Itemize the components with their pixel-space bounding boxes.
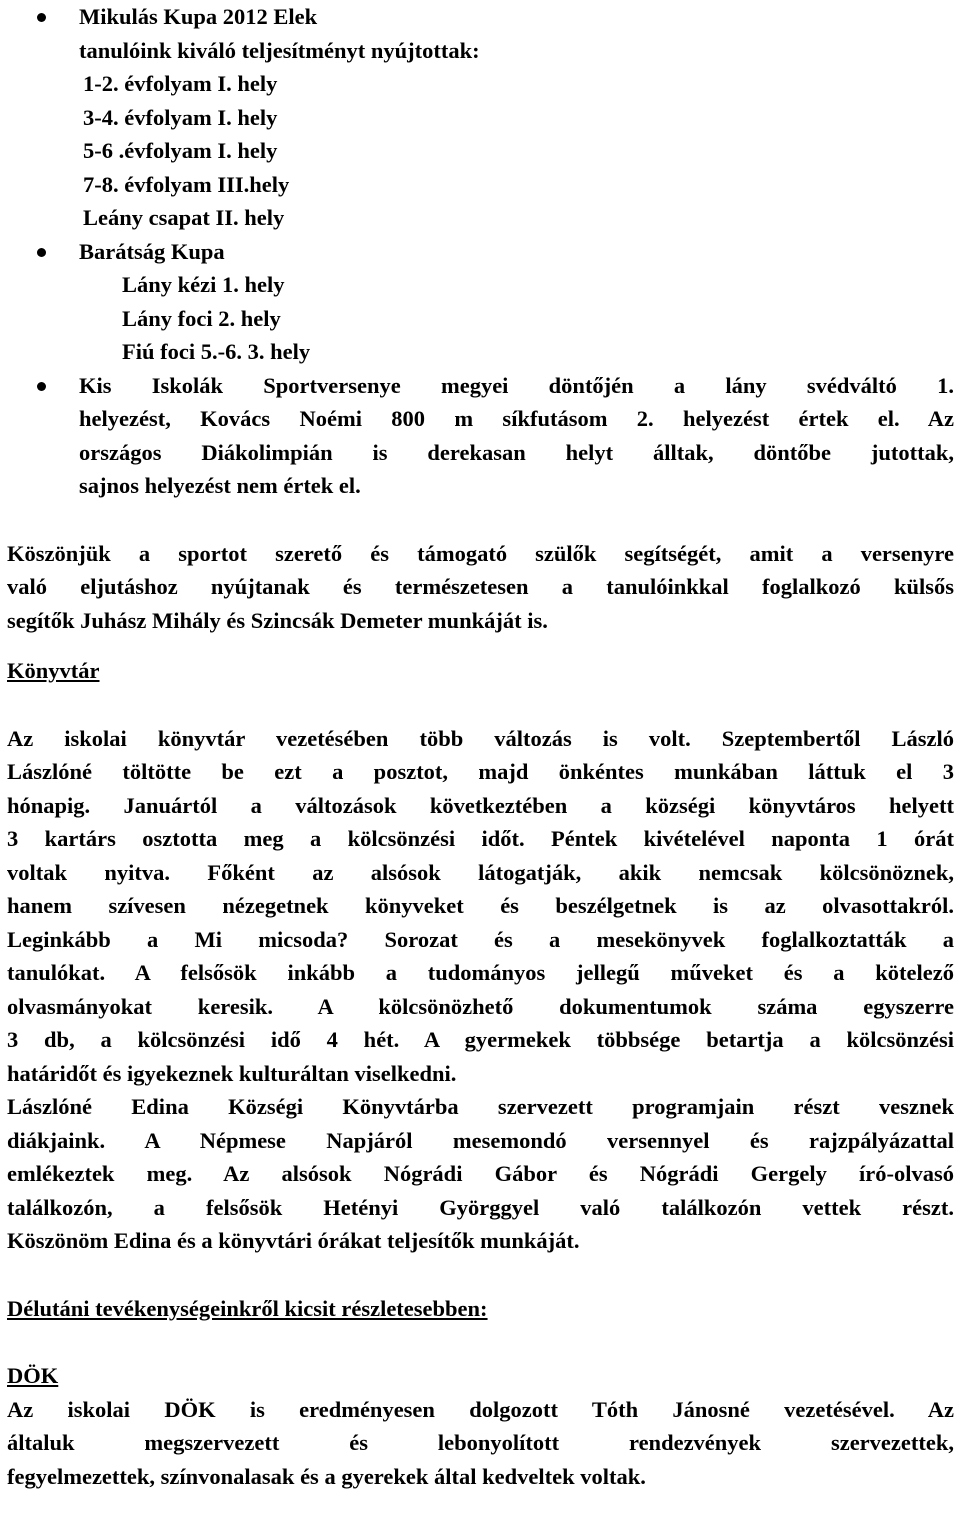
paragraph-line: helyezést, Kovács Noémi 800 m síkfutásom 2. helyezést értek el. Az [79, 406, 954, 431]
paragraph-line: Köszönjük a sportot szerető és támogató szülők segítségét, amit a versenyre [7, 540, 954, 566]
spacer [7, 637, 954, 654]
bullet-dot-icon [37, 248, 46, 257]
spacer [7, 503, 954, 537]
bullet-mikulas-kupa [7, 0, 954, 235]
paragraph-line: sajnos helyezést nem értek el. [79, 473, 361, 498]
result-line: Leány csapat II. hely [83, 205, 285, 230]
paragraph-line: hanem szívesen nézegetnek könyveket és beszélgetnek is az olvasottakról. [7, 893, 954, 918]
thanks-paragraph [7, 537, 954, 638]
paragraph-line: való eljutáshoz nyújtanak és természetesen a tanulóinkkal foglalkozó külsős [7, 574, 954, 599]
paragraph-line: Kis Iskolák Sportversenye megyei döntőjén a lány svédváltó 1. [79, 372, 954, 398]
result-line: Lány kézi 1. hely [122, 272, 285, 297]
bullet-kis-iskolak [7, 369, 954, 503]
library-heading: Könyvtár [7, 658, 100, 683]
library-paragraph [7, 722, 954, 1258]
paragraph-line: Az iskolai könyvtár vezetésében több változás is volt. Szeptembertől László [7, 725, 954, 751]
dok-heading: DÖK [7, 1363, 59, 1388]
paragraph-line: Köszönöm Edina és a könyvtári órákat teljesítők munkáját. [7, 1228, 580, 1253]
result-line: 7-8. évfolyam III.hely [83, 171, 290, 197]
result-line: 1-2. évfolyam I. hely [83, 71, 278, 96]
paragraph-line: általuk megszervezett és lebonyolított rendezvények szervezettek, [7, 1430, 954, 1455]
paragraph-line: határidőt és igyekeznek kulturáltan viselkedni. [7, 1060, 457, 1086]
result-line: 5-6 .évfolyam I. hely [83, 138, 278, 163]
paragraph-line: találkozón, a felsősök Hetényi Györggyel való találkozón vettek részt. [7, 1194, 954, 1220]
paragraph-line: Lászlóné töltötte be ezt a posztot, majd önkéntes munkában láttuk el 3 [7, 759, 954, 784]
bullet-dot-icon [37, 13, 46, 22]
bullet-baratsag-kupa [7, 235, 954, 369]
paragraph-line: Leginkább a Mi micsoda? Sorozat és a mesekönyvek foglalkoztatták a [7, 926, 954, 952]
document-page [7, 0, 954, 1493]
paragraph-line: tanulókat. A felsősök inkább a tudományos jellegű műveket és a kötelező [7, 960, 954, 985]
spacer [7, 688, 954, 722]
paragraph-line: Az iskolai DÖK is eredményesen dolgozott Tóth Jánosné vezetésével. Az [7, 1396, 954, 1422]
paragraph-line: segítők Juhász Mihály és Szincsák Demeter munkáját is. [7, 607, 548, 633]
afternoon-heading: Délutáni tevékenységeinkről kicsit részletesebben: [7, 1295, 488, 1321]
spacer [7, 1325, 954, 1359]
baratsag-title: Barátság Kupa [79, 238, 225, 264]
paragraph-line: voltak nyitva. Főként az alsósok látogatják, akik nemcsak kölcsönöznek, [7, 859, 954, 885]
spacer [7, 1258, 954, 1292]
paragraph-line: diákjaink. A Népmese Napjáról mesemondó versennyel és rajzpályázattal [7, 1127, 954, 1153]
dok-paragraph [7, 1393, 954, 1494]
bullet-dot-icon [37, 382, 46, 391]
paragraph-line: emlékeztek meg. Az alsósok Nógrádi Gábor és Nógrádi Gergely író-olvasó [7, 1161, 954, 1186]
result-line: Fiú foci 5.-6. 3. hely [122, 339, 311, 364]
paragraph-line: olvasmányokat keresik. A kölcsönözhető dokumentumok száma egyszerre [7, 993, 954, 1019]
mikulas-title: Mikulás Kupa 2012 Elek [79, 4, 318, 29]
result-line: 3-4. évfolyam I. hely [83, 104, 278, 130]
mikulas-subtitle: tanulóink kiváló teljesítményt nyújtottak: [79, 37, 480, 63]
paragraph-line: 3 db, a kölcsönzési idő 4 hét. A gyermekek többsége betartja a kölcsönzési [7, 1027, 954, 1052]
result-line: Lány foci 2. hely [122, 305, 281, 331]
paragraph-line: országos Diákolimpián is derekasan helyt álltak, döntőbe jutottak, [79, 439, 954, 465]
paragraph-line: hónapig. Januártól a változások következtében a községi könyvtáros helyett [7, 792, 954, 818]
paragraph-line: 3 kartárs osztotta meg a kölcsönzési időt. Péntek kivételével naponta 1 órát [7, 826, 954, 851]
paragraph-line: Lászlóné Edina Községi Könyvtárba szervezett programjain részt vesznek [7, 1094, 954, 1119]
paragraph-line: fegyelmezettek, színvonalasak és a gyerekek által kedveltek voltak. [7, 1463, 646, 1489]
